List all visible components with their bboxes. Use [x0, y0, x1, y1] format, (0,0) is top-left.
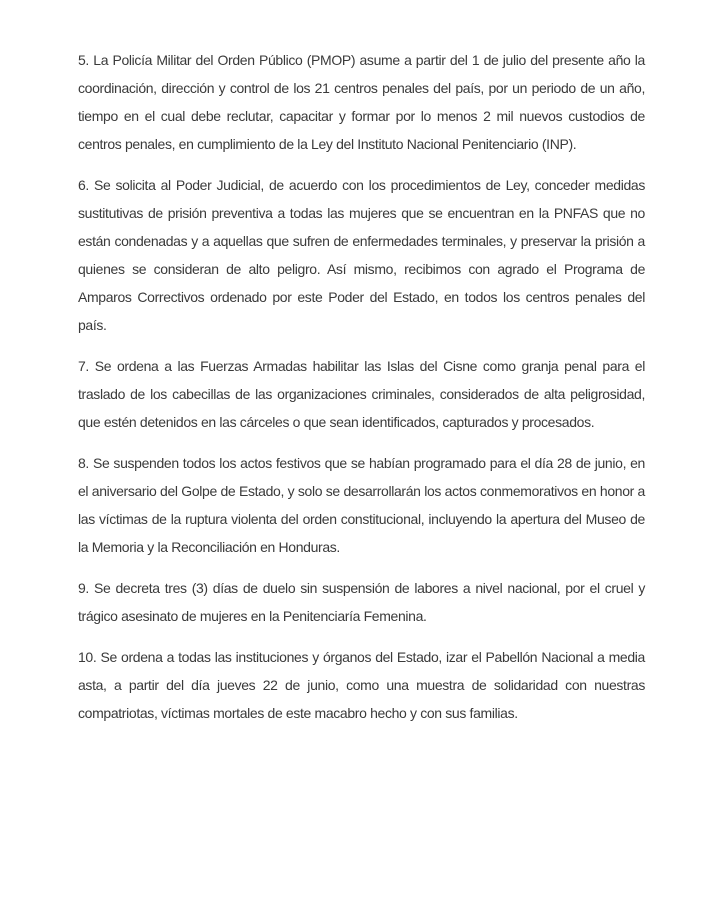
paragraph-number: 8. — [78, 455, 89, 471]
paragraph-item-5 — [78, 46, 645, 158]
paragraph-item-7 — [78, 352, 645, 436]
paragraph-item-6 — [78, 171, 645, 339]
paragraph-text: Se ordena a todas las instituciones y órganos del Estado, izar el Pabellón Nacional a media asta, a partir del día jueves 22 de junio, como una muestra de solidaridad con nuestras compatriotas, víctimas mortales de este macabro hecho y con sus familias. — [78, 649, 645, 721]
paragraph-text: Se ordena a las Fuerzas Armadas habilitar las Islas del Cisne como granja penal para el traslado de los cabecillas de las organizaciones criminales, considerados de alta peligrosidad, que estén detenidos en las cárceles o que sean identificados, capturados y procesados. — [78, 358, 645, 430]
paragraph-item-9 — [78, 574, 645, 630]
paragraph-text: La Policía Militar del Orden Público (PMOP) asume a partir del 1 de julio del presente año la coordinación, dirección y control de los 21 centros penales del país, por un periodo de un año, tiempo en el cual debe reclutar, capacitar y formar por lo menos 2 mil nuevos custodios de centros penales, en cumplimiento de la Ley del Instituto Nacional Penitenciario (INP). — [78, 52, 645, 152]
paragraph-number: 5. — [78, 52, 89, 68]
paragraph-number: 9. — [78, 580, 89, 596]
paragraph-item-8 — [78, 449, 645, 561]
paragraph-number: 6. — [78, 177, 89, 193]
paragraph-text: Se solicita al Poder Judicial, de acuerdo con los procedimientos de Ley, conceder medidas sustitutivas de prisión preventiva a todas las mujeres que se encuentran en la PNFAS que no están condenadas y a aquellas que sufren de enfermedades terminales, y preservar la prisión a quienes se consideran de alto peligro. Así mismo, recibimos con agrado el Programa de Amparos Correctivos ordenado por este Poder del Estado, en todos los centros penales del país. — [78, 177, 645, 333]
paragraph-text: Se decreta tres (3) días de duelo sin suspensión de labores a nivel nacional, por el cruel y trágico asesinato de mujeres en la Penitenciaría Femenina. — [78, 580, 645, 624]
paragraph-number: 7. — [78, 358, 89, 374]
paragraph-number: 10. — [78, 649, 97, 665]
paragraph-item-10 — [78, 643, 645, 727]
paragraph-text: Se suspenden todos los actos festivos que se habían programado para el día 28 de junio, en el aniversario del Golpe de Estado, y solo se desarrollarán los actos conmemorativos en honor a las víctimas de la ruptura violenta del orden constitucional, incluyendo la apertura del Museo de la Memoria y la Reconciliación en Honduras. — [78, 455, 645, 555]
